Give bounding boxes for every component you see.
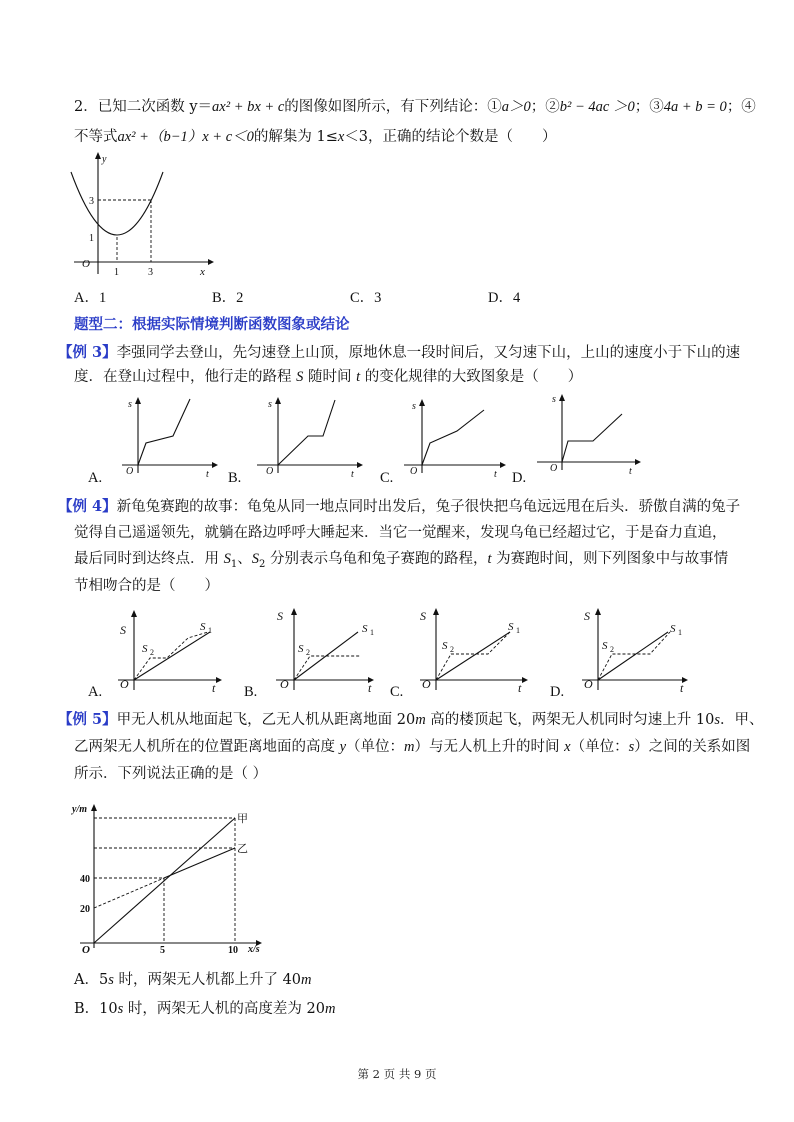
path-line [138,399,190,465]
q2-option-c: C．3 [350,290,382,306]
page-footer: 第 2 页 共 9 页 [357,1067,437,1081]
ex4-line3: 最后同时到达终点．用 $S_1$、$S_2$ 分别表示乌龟和兔子赛跑的路程，t 为赛跑时间，则下列图象中与故事情 [74,551,729,570]
label-jia: 甲 [237,813,248,825]
svg-text:S: S [508,621,514,633]
svg-text:1: 1 [370,628,374,637]
svg-text:s: s [268,399,272,410]
tick-y1: 1 [89,233,94,244]
svg-text:S: S [602,640,608,652]
svg-text:s: s [412,401,416,412]
svg-text:O: O [410,466,418,477]
svg-text:1: 1 [678,628,682,637]
svg-text:S: S [277,609,283,623]
ex4-graph-d [576,606,696,693]
ex4-graph-a [112,608,227,693]
svg-text:t: t [351,469,354,480]
svg-text:2: 2 [306,648,310,657]
ex5-line2: 乙两架无人机所在的位置距离地面的高度 y（单位：m）与无人机上升的时间 x（单位：s）之间的关系如图 [74,739,751,755]
ex3-graph-c [400,393,510,480]
ex3-option-d: D. [512,470,527,486]
ex4-option-d: D. [550,684,565,700]
ex4-label: 【例 4】 [58,498,117,515]
ex4-line2: 觉得自己遥遥领先，就躺在路边呼呼大睡起来．当它一觉醒来，发现乌龟已经超过它，于是奋力直追， [74,525,727,541]
ex3-label: 【例 3】 [58,344,117,361]
y-axis-label: y [102,154,107,165]
svg-text:O: O [120,677,129,691]
svg-text:2: 2 [150,648,154,657]
svg-text:t: t [212,681,216,695]
svg-text:1: 1 [208,626,212,635]
svg-text:2: 2 [450,645,454,654]
x-axis-label: x [200,266,205,278]
tick-x1: 1 [114,267,119,278]
q2-option-a: A．1 [74,290,107,306]
path-line [422,410,484,465]
ex3-option-b: B. [228,470,242,486]
x-arrow [208,259,214,265]
ex3-graph-b [253,393,368,480]
svg-text:t: t [494,469,497,480]
svg-text:s: s [128,399,132,410]
tick-y40: 40 [80,874,90,885]
ex3-option-a: A. [88,470,103,486]
section-heading: 题型二：根据实际情境判断函数图象或结论 [74,316,350,333]
svg-text:O: O [550,463,558,474]
svg-text:S: S [362,623,368,635]
ex4-option-b: B. [244,684,258,700]
svg-text:S: S [298,643,304,655]
ex3-graph-a [116,393,221,480]
svg-text:O: O [584,677,593,691]
origin-label: O [82,944,90,956]
ex5-label: 【例 5】 [58,711,117,728]
y-arrow [95,152,101,159]
q2-parabola-graph [68,150,218,278]
rabbit-line [294,656,360,680]
svg-text:S: S [442,640,448,652]
yi-before-5 [94,878,164,908]
tortoise-line [134,632,210,680]
y-axis-label: y/m [72,804,87,815]
tick-x10: 10 [228,945,238,956]
svg-text:O: O [266,466,274,477]
tick-x3: 3 [148,267,153,278]
q2-line1: 2．已知二次函数 y＝ax² + bx + c的图像如图所示，有下列结论：①a＞0；②b² − 4ac ＞0；③4a + b = 0；④ [74,99,756,115]
svg-text:t: t [206,469,209,480]
tick-x5: 5 [160,945,165,956]
yi-line [164,848,235,878]
tortoise-line [598,632,668,680]
origin-label: O [82,258,90,270]
ex3-graph-d [535,390,645,475]
q2-number: 2． [74,99,98,115]
svg-text:S: S [142,643,148,655]
svg-text:S: S [420,609,426,623]
ex5-line1: 【例 5】甲无人机从地面起飞，乙无人机从距离地面 20m 高的楼顶起飞，两架无人机同时匀速上升 10s．甲、 [58,711,764,728]
ex4-graph-b [270,606,380,693]
tick-y3: 3 [89,196,94,207]
svg-text:O: O [422,677,431,691]
svg-text:S: S [120,623,126,637]
svg-text:s: s [552,394,556,405]
jia-line [94,818,235,943]
ex4-line4: 节相吻合的是（ ） [74,578,219,594]
ex5-option-a: A．5s 时，两架无人机都上升了 40m [74,972,312,988]
svg-text:O: O [280,677,289,691]
svg-text:1: 1 [516,626,520,635]
ex3-line1: 【例 3】李强同学去登山，先匀速登上山顶，原地休息一段时间后，又匀速下山，上山的速度小于下山的速 [58,344,741,361]
svg-text:S: S [584,609,590,623]
ex5-drone-graph [70,800,270,955]
ex3-line2: 度．在登山过程中，他行走的路程 S 随时间 t 的变化规律的大致图象是（ ） [74,369,583,385]
q2-line2: 不等式ax² +（b−1）x + c＜0的解集为 1≤x＜3，正确的结论个数是（ ） [74,129,557,145]
label-yi: 乙 [237,843,248,855]
q2-option-d: D．4 [488,290,521,306]
ex4-line1: 【例 4】新龟兔赛跑的故事：龟兔从同一地点同时出发后，兔子很快把乌龟远远甩在后头．骄傲自满的兔子 [58,498,741,515]
svg-text:t: t [629,466,632,477]
svg-text:O: O [126,466,134,477]
ex5-line3: 所示．下列说法正确的是（ ） [74,766,268,782]
ex4-option-a: A. [88,684,103,700]
tick-y20: 20 [80,904,90,915]
q2-option-b: B．2 [212,290,244,306]
svg-text:S: S [670,623,676,635]
path-line [278,400,335,465]
svg-text:t: t [368,681,372,695]
ex3-option-c: C. [380,470,394,486]
parabola-curve [71,172,163,235]
ex4-option-c: C. [390,684,404,700]
ex4-graph-c [414,606,534,693]
svg-text:2: 2 [610,645,614,654]
svg-text:t: t [518,681,522,695]
x-axis-label: x/s [248,944,260,955]
svg-text:t: t [680,681,684,695]
path-line [562,414,622,462]
svg-text:S: S [200,621,206,633]
ex5-option-b: B．10s 时，两架无人机的高度差为 20m [74,1001,336,1017]
